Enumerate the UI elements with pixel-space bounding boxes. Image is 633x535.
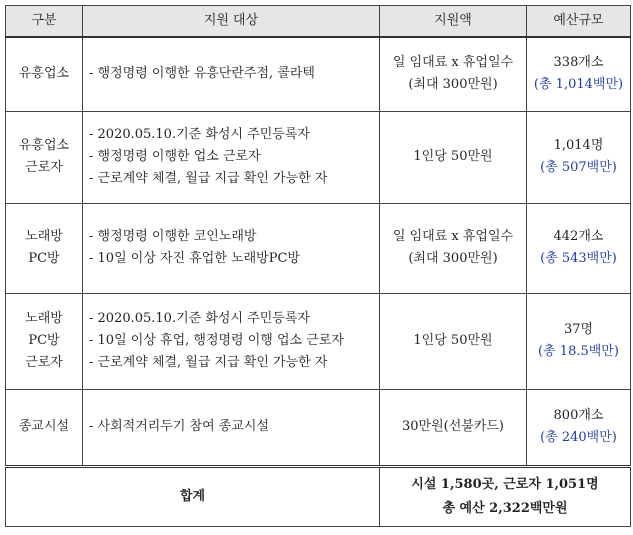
table-header-row [6,6,631,38]
budget-cell [527,293,631,389]
target-line: - 행정명령 이행한 유흥단란주점, 콜라텍 [89,66,315,82]
amount-cell [380,389,527,466]
target-line: - 2020.05.10.기준 화성시 주민등록자 [89,127,310,142]
target-line: - 근로계약 체결, 월급 지급 확인 가능한 자 [89,171,328,186]
table-row [6,389,631,466]
amount-line: 1인당 50만원 [413,333,493,348]
amount-line: (최대 300만원) [408,251,498,266]
category-line: 종교시설 [18,419,70,434]
target-line: - 행정명령 이행한 코인노래방 [89,229,257,244]
category-line: PC방 [28,251,60,266]
target-cell [83,111,380,203]
target-line: - 사회적거리두기 참여 종교시설 [89,419,270,434]
budget-cell [527,37,631,111]
budget-count: 442개소 [553,229,604,244]
target-cell [83,37,380,111]
category-cell [6,293,83,389]
amount-cell [380,203,527,293]
amount-line: 1인당 50만원 [413,149,493,164]
target-line: - 근로계약 체결, 월급 지급 확인 가능한 자 [89,355,328,370]
total-line: 총 예산 2,322백만원 [442,500,568,516]
budget-cell [527,203,631,293]
total-line: 시설 1,580곳, 근로자 1,051명 [411,476,599,492]
target-cell [83,389,380,466]
budget-total: (총 1,014백만) [533,77,624,93]
budget-total: (총 543백만) [540,251,617,266]
budget-count: 338개소 [553,55,604,71]
amount-cell [380,111,527,203]
target-line: - 10일 이상 자진 휴업한 노래방PC방 [89,251,300,266]
budget-count: 1,014명 [553,138,604,153]
category-line: 유흥업소 [18,66,70,82]
header-budget: 예산규모 [527,6,631,38]
category-line: PC방 [28,333,60,348]
category-cell [6,37,83,111]
budget-cell [527,389,631,466]
budget-count: 800개소 [553,408,604,423]
total-value-cell [380,466,631,526]
category-line: 근로자 [25,160,63,175]
category-cell [6,389,83,466]
budget-count: 37명 [563,322,594,337]
amount-line: 일 임대료 x 휴업일수 [392,229,514,244]
header-category: 구분 [6,6,83,38]
support-table-container [5,5,631,527]
target-line: - 10일 이상 휴업, 행정명령 이행 업소 근로자 [89,333,344,348]
category-line: 근로자 [25,355,63,370]
amount-line: (최대 300만원) [408,77,498,93]
table-row [6,203,631,293]
target-line: - 행정명령 이행한 업소 근로자 [89,149,261,164]
table-row [6,37,631,111]
category-line: 노래방 [25,229,63,244]
support-table [5,5,631,527]
category-line: 유흥업소 [18,138,70,153]
amount-cell [380,37,527,111]
budget-total: (총 18.5백만) [538,344,619,359]
target-line: - 2020.05.10.기준 화성시 주민등록자 [89,311,310,326]
table-row [6,293,631,389]
target-cell [83,293,380,389]
category-cell [6,203,83,293]
header-target: 지원 대상 [83,6,380,38]
amount-cell [380,293,527,389]
total-row [6,466,631,526]
amount-line: 30만원(선불카드) [401,419,505,434]
target-cell [83,203,380,293]
total-label: 합계 [6,466,380,526]
category-cell [6,111,83,203]
category-line: 노래방 [25,311,63,326]
header-amount: 지원액 [380,6,527,38]
budget-cell [527,111,631,203]
amount-line: 일 임대료 x 휴업일수 [392,55,514,71]
table-row [6,111,631,203]
budget-total: (총 507백만) [540,160,617,175]
budget-total: (총 240백만) [540,430,617,445]
